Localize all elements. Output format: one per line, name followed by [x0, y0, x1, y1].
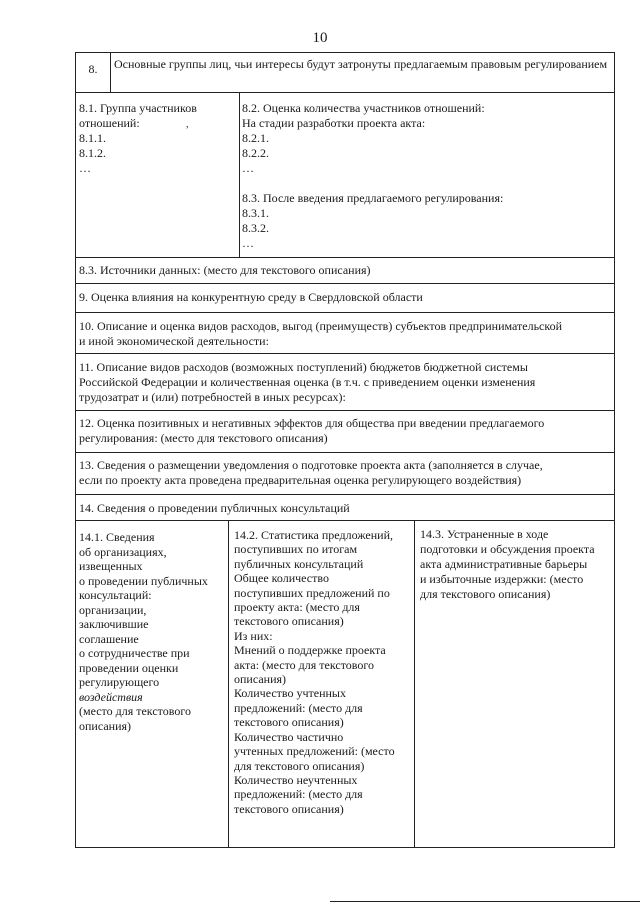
row-divider [76, 353, 614, 354]
text-line: Количество частично [234, 729, 344, 744]
column-divider [228, 520, 229, 847]
row-12-effects [79, 416, 611, 446]
text-line: … [242, 236, 254, 250]
row-8-title: Основные группы лиц, чьи интересы будут затронуты предлагаемым правовым регулированием [114, 57, 608, 71]
cell-8-1-participants [79, 101, 237, 176]
text-line: 11. Описание видов расходов (возможных поступлений) бюджетов бюджетной системы [79, 360, 528, 374]
text-line: 9. Оценка влияния на конкурентную среду в Свердловской области [79, 290, 423, 304]
text-line: Количество учтенных [234, 686, 346, 701]
cell-14-3-barriers [420, 527, 612, 602]
text-line: регулирующего [79, 675, 160, 689]
row-8-number: 8. [88, 62, 98, 76]
text-line: (место для текстового [79, 704, 191, 718]
text-line: Российской Федерации и количественная оценка (в т.ч. с приведением оценки изменения [79, 375, 536, 389]
text-line: соглашение [79, 631, 139, 646]
cell-14-1-organizations [79, 530, 224, 733]
report-table [75, 52, 615, 848]
text-line: 12. Оценка позитивных и негативных эффектов для общества при введении предлагаемого [79, 416, 545, 430]
text-line: 8.1.1. [79, 131, 106, 145]
text-line: отношений: [79, 116, 140, 130]
page-bottom-rule [330, 901, 640, 902]
row-divider [76, 312, 614, 313]
text-line: … [79, 161, 91, 175]
row-divider [76, 257, 614, 258]
row-divider [76, 520, 614, 521]
text-line: и иной экономической деятельности: [79, 334, 269, 348]
text-line: Общее количество [234, 571, 329, 586]
text-line: учтенных предложений: (место [234, 744, 395, 759]
text-line: Из них: [234, 628, 273, 643]
text-line: текстового описания) [234, 614, 344, 629]
text-line: 14.2. Статистика предложений, [234, 528, 393, 542]
text-line: Мнений о поддержке проекта [234, 643, 386, 658]
row-divider [76, 494, 614, 495]
text-line: если по проекту акта проведена предварительная оценка регулирующего воздействия) [79, 473, 522, 487]
text-line: Количество неучтенных [234, 772, 358, 787]
text-line: об организациях, [79, 544, 167, 559]
row-8-3-sources [79, 263, 611, 278]
text-line: 8.2. Оценка количества участников отношений: [242, 101, 485, 115]
column-divider [239, 92, 240, 257]
text-line: … [242, 161, 254, 175]
text-line: предложений: (место для [234, 787, 363, 802]
cell-14-2-statistics [234, 528, 412, 816]
text-line [242, 176, 610, 191]
column-divider [414, 520, 415, 847]
text-line: текстового описания) [234, 801, 344, 816]
text-line: публичных консультаций [234, 556, 364, 571]
row-divider [76, 410, 614, 411]
text-line: 14.3. Устраненные в ходе [420, 527, 549, 541]
row-divider [76, 283, 614, 284]
row-divider [76, 452, 614, 453]
text-line: консультаций: [79, 588, 152, 602]
text-line: проведении оценки [79, 660, 179, 675]
text-line: акта административные барьеры [420, 557, 588, 571]
text-line: текстового описания) [234, 715, 344, 730]
column-divider [110, 53, 111, 92]
text-line: поступивших по итогам [234, 542, 358, 557]
stray-mark: , [186, 119, 189, 130]
row-divider [76, 92, 614, 93]
text-line: предложений: (место для [234, 700, 363, 715]
text-line: воздействия [79, 689, 143, 704]
text-line: 10. Описание и оценка видов расходов, выгод (преимуществ) субъектов предпринимательской [79, 319, 563, 333]
row-11-budget [79, 360, 611, 405]
page-number: 10 [312, 30, 328, 46]
text-line: подготовки и обсуждения проекта [420, 542, 595, 556]
text-line: для текстового описания) [234, 758, 365, 773]
text-line: поступивших предложений по [234, 585, 390, 600]
text-line: 14.1. Сведения [79, 530, 155, 544]
text-line: описания) [234, 672, 287, 687]
row-9-competition [79, 290, 611, 305]
text-line: для текстового описания) [420, 587, 551, 601]
text-line: регулирования: (место для текстового описания) [79, 431, 328, 445]
row-13-notice [79, 458, 611, 488]
text-line: акта: (место для текстового [234, 657, 375, 672]
text-line: 14. Сведения о проведении публичных консультаций [79, 501, 350, 515]
cell-8-2-estimate [242, 101, 610, 251]
row-14-consultations [79, 501, 611, 516]
row-10-expenses [79, 319, 611, 349]
text-line: извещенных [79, 559, 143, 573]
text-line: 8.2.1. [242, 131, 269, 145]
text-line: о проведении публичных [79, 573, 208, 588]
text-line: На стадии разработки проекта акта: [242, 116, 426, 130]
text-line: проекту акта: (место для [234, 600, 360, 615]
text-line: 13. Сведения о размещении уведомления о подготовке проекта акта (заполняется в случае, [79, 458, 543, 472]
text-line: организации, [79, 602, 147, 617]
text-line: трудозатрат и (или) потребностей в иных ресурсах): [79, 390, 346, 404]
text-line: 8.1. Группа участников [79, 101, 197, 115]
text-line: 8.3.2. [242, 221, 269, 235]
text-line: и избыточные издержки: (место [420, 572, 584, 586]
text-line: описания) [79, 718, 132, 733]
text-line: 8.3.1. [242, 206, 269, 220]
text-line: 8.3. Источники данных: (место для текстового описания) [79, 263, 371, 277]
text-line: 8.2.2. [242, 146, 269, 160]
text-line: о сотрудничестве при [79, 646, 190, 660]
text-line: 8.3. После введения предлагаемого регулирования: [242, 191, 504, 205]
text-line: 8.1.2. [79, 146, 106, 160]
text-line: заключившие [79, 617, 149, 631]
